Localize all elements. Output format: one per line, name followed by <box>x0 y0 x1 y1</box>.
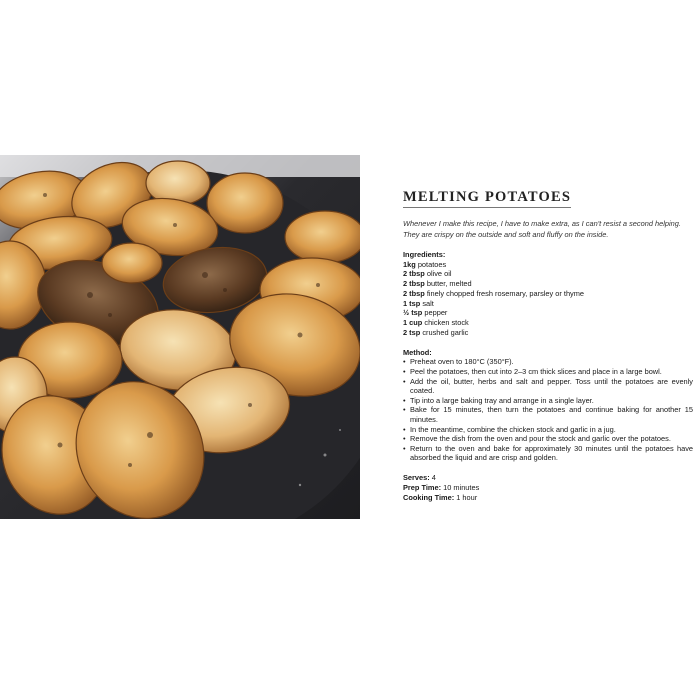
method-list <box>403 357 693 463</box>
ingredient-qty: 1kg <box>403 259 416 269</box>
ingredient-item <box>403 308 693 318</box>
recipe-photo <box>0 155 360 519</box>
ingredient-qty: 2 tbsp <box>403 269 425 279</box>
ingredient-name: finely chopped fresh rosemary, parsley or thyme <box>426 288 585 298</box>
roasted-potatoes-image <box>0 155 360 519</box>
ingredient-item <box>403 279 693 289</box>
ingredient-qty: 2 tsp <box>403 328 421 338</box>
ingredient-name: salt <box>422 298 434 308</box>
method-step: • Peel the potatoes, then cut into 2–3 cm thick slices and place in a large bowl. <box>403 367 693 377</box>
prep-time-value: 10 minutes <box>443 482 480 492</box>
method-step: • Remove the dish from the oven and pour the stock and garlic over the potatoes. <box>403 434 693 444</box>
method-heading: Method: <box>403 347 432 357</box>
recipe-meta <box>403 473 693 502</box>
method-step: • Tip into a large baking tray and arrange in a single layer. <box>403 396 693 406</box>
ingredients-list <box>403 260 693 338</box>
ingredient-item <box>403 269 693 279</box>
prep-time-line <box>403 483 693 493</box>
cooking-time-line <box>403 493 693 503</box>
serves-line <box>403 473 693 483</box>
ingredient-name: olive oil <box>426 269 452 279</box>
ingredient-qty: ½ tsp <box>403 308 423 318</box>
cooking-time-label: Cooking Time: <box>403 492 455 502</box>
method-step: • Add the oil, butter, herbs and salt and pepper. Toss until the potatoes are evenly coated. <box>403 377 693 396</box>
ingredient-name: potatoes <box>417 259 447 269</box>
method-step: • Bake for 15 minutes, then turn the potatoes and continue baking for another 15 minutes. <box>403 405 693 424</box>
ingredient-qty: 1 cup <box>403 318 423 328</box>
ingredient-item <box>403 299 693 309</box>
ingredient-item <box>403 328 693 338</box>
ingredient-item <box>403 289 693 299</box>
recipe-intro: Whenever I make this recipe, I have to make extra, as I can't resist a second helping. They are crispy on the outside and soft and fluffy on the inside. <box>403 219 681 239</box>
serves-value: 4 <box>431 472 436 482</box>
ingredient-qty: 2 tbsp <box>403 288 425 298</box>
method-step: • In the meantime, combine the chicken stock and garlic in a jug. <box>403 425 693 435</box>
ingredient-item <box>403 260 693 270</box>
serves-label: Serves: <box>403 472 430 482</box>
ingredient-name: chicken stock <box>424 318 469 328</box>
cooking-time-value: 1 hour <box>456 492 478 502</box>
recipe-title: MELTING POTATOES <box>403 189 571 208</box>
ingredient-name: butter, melted <box>426 279 472 289</box>
ingredient-qty: 1 tsp <box>403 298 421 308</box>
ingredient-name: pepper <box>424 308 448 318</box>
prep-time-label: Prep Time: <box>403 482 442 492</box>
method-step: • Return to the oven and bake for approximately 30 minutes until the potatoes have absorbed the liquid and are crisp and golden. <box>403 444 693 463</box>
ingredient-qty: 2 tbsp <box>403 279 425 289</box>
recipe-text <box>403 188 693 502</box>
ingredients-heading: Ingredients: <box>403 250 446 259</box>
method-step: • Preheat oven to 180°C (350°F). <box>403 357 693 367</box>
ingredient-item <box>403 318 693 328</box>
ingredient-name: crushed garlic <box>422 328 469 338</box>
